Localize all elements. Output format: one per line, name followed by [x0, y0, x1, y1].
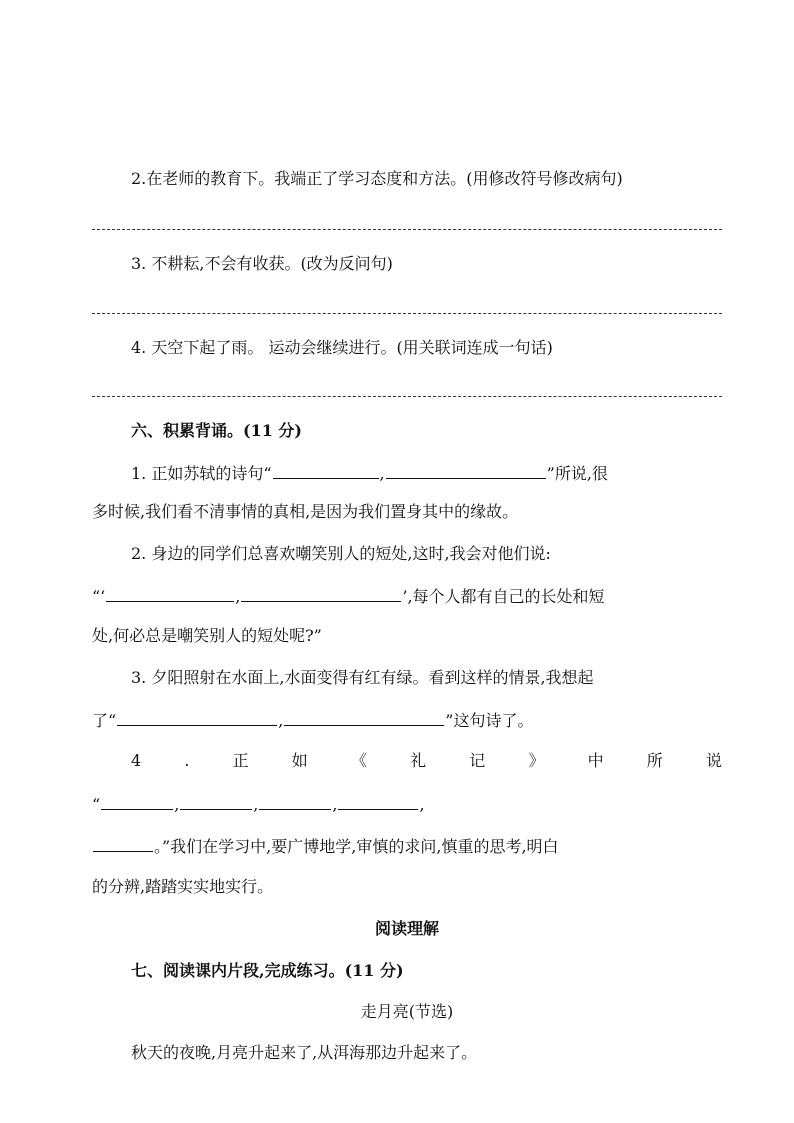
fill-blank[interactable] [101, 792, 173, 810]
comma: , [332, 795, 338, 814]
question-6-3: 3. 夕阳照射在水面上,水面变得有红有绿。看到这样的情景,我想起 [131, 668, 594, 687]
question-text: ”所说,很 [546, 464, 608, 483]
comma: , [278, 711, 284, 730]
question-char: 说 [705, 751, 722, 770]
question-char: 》 [528, 751, 545, 770]
fill-blank[interactable] [180, 792, 252, 810]
fill-blank[interactable] [93, 834, 153, 852]
fill-blank[interactable] [117, 708, 277, 726]
question-text: “ [92, 795, 101, 814]
comma: , [235, 587, 241, 606]
question-6-1 [131, 461, 761, 485]
question-6-4 [131, 750, 722, 772]
question-6-4-cont2: 的分辨,踏踏实实地实行。 [92, 877, 274, 896]
question-char: 礼 [410, 751, 427, 770]
question-6-1-cont: 多时候,我们看不清事情的真相,是因为我们置身其中的缘故。 [92, 502, 519, 521]
question-text: “‘ [92, 587, 106, 606]
fill-blank[interactable] [106, 584, 234, 602]
question-6-2-blanks [92, 584, 722, 608]
comma: , [379, 464, 385, 483]
answer-line [92, 229, 722, 230]
question-char: 中 [587, 751, 604, 770]
question-text: 。”我们在学习中,要广博地学,审慎的求问,慎重的思考,明白 [154, 837, 559, 856]
question-5-3: 3. 不耕耘,不会有收获。(改为反问句) [131, 254, 393, 273]
question-6-2: 2. 身边的同学们总喜欢嘲笑别人的短处,这时,我会对他们说: [131, 544, 551, 563]
question-text: 了“ [92, 711, 117, 730]
question-char: . [184, 751, 190, 770]
question-text: 1. 正如苏轼的诗句“ [131, 464, 272, 483]
question-text: ’,每个人都有自己的长处和短 [402, 587, 605, 606]
answer-line [92, 396, 722, 397]
question-text: ”这句诗了。 [445, 711, 534, 730]
reading-heading: 阅读理解 [374, 919, 439, 938]
question-char: 记 [469, 751, 486, 770]
comma: , [253, 795, 259, 814]
question-char: 正 [232, 751, 249, 770]
question-char: 如 [291, 751, 308, 770]
question-char: 《 [350, 751, 367, 770]
section-6-title: 六、积累背诵。(11 分) [131, 421, 302, 440]
question-6-4-blanks [92, 792, 722, 816]
fill-blank[interactable] [259, 792, 331, 810]
answer-line [92, 313, 722, 314]
passage-text: 秋天的夜晚,月亮升起来了,从洱海那边升起来了。 [131, 1043, 478, 1062]
question-5-4: 4. 天空下起了雨。 运动会继续进行。(用关联词连成一句话) [131, 338, 553, 357]
question-char: 所 [646, 751, 663, 770]
comma: , [174, 795, 180, 814]
fill-blank[interactable] [241, 584, 401, 602]
fill-blank[interactable] [284, 708, 444, 726]
question-5-2: 2.在老师的教育下。我端正了学习态度和方法。(用修改符号修改病句) [131, 169, 623, 188]
question-char: 4 [131, 751, 142, 770]
comma: , [419, 795, 425, 814]
fill-blank[interactable] [386, 461, 546, 479]
passage-title: 走月亮(节选) [360, 1002, 454, 1021]
fill-blank[interactable] [338, 792, 418, 810]
section-7-title: 七、阅读课内片段,完成练习。(11 分) [131, 961, 404, 980]
question-6-4-cont [92, 834, 722, 858]
question-6-2-cont: 处,何必总是嘲笑别人的短处呢?” [92, 626, 322, 645]
fill-blank[interactable] [273, 461, 379, 479]
question-6-3-blanks [92, 708, 722, 732]
